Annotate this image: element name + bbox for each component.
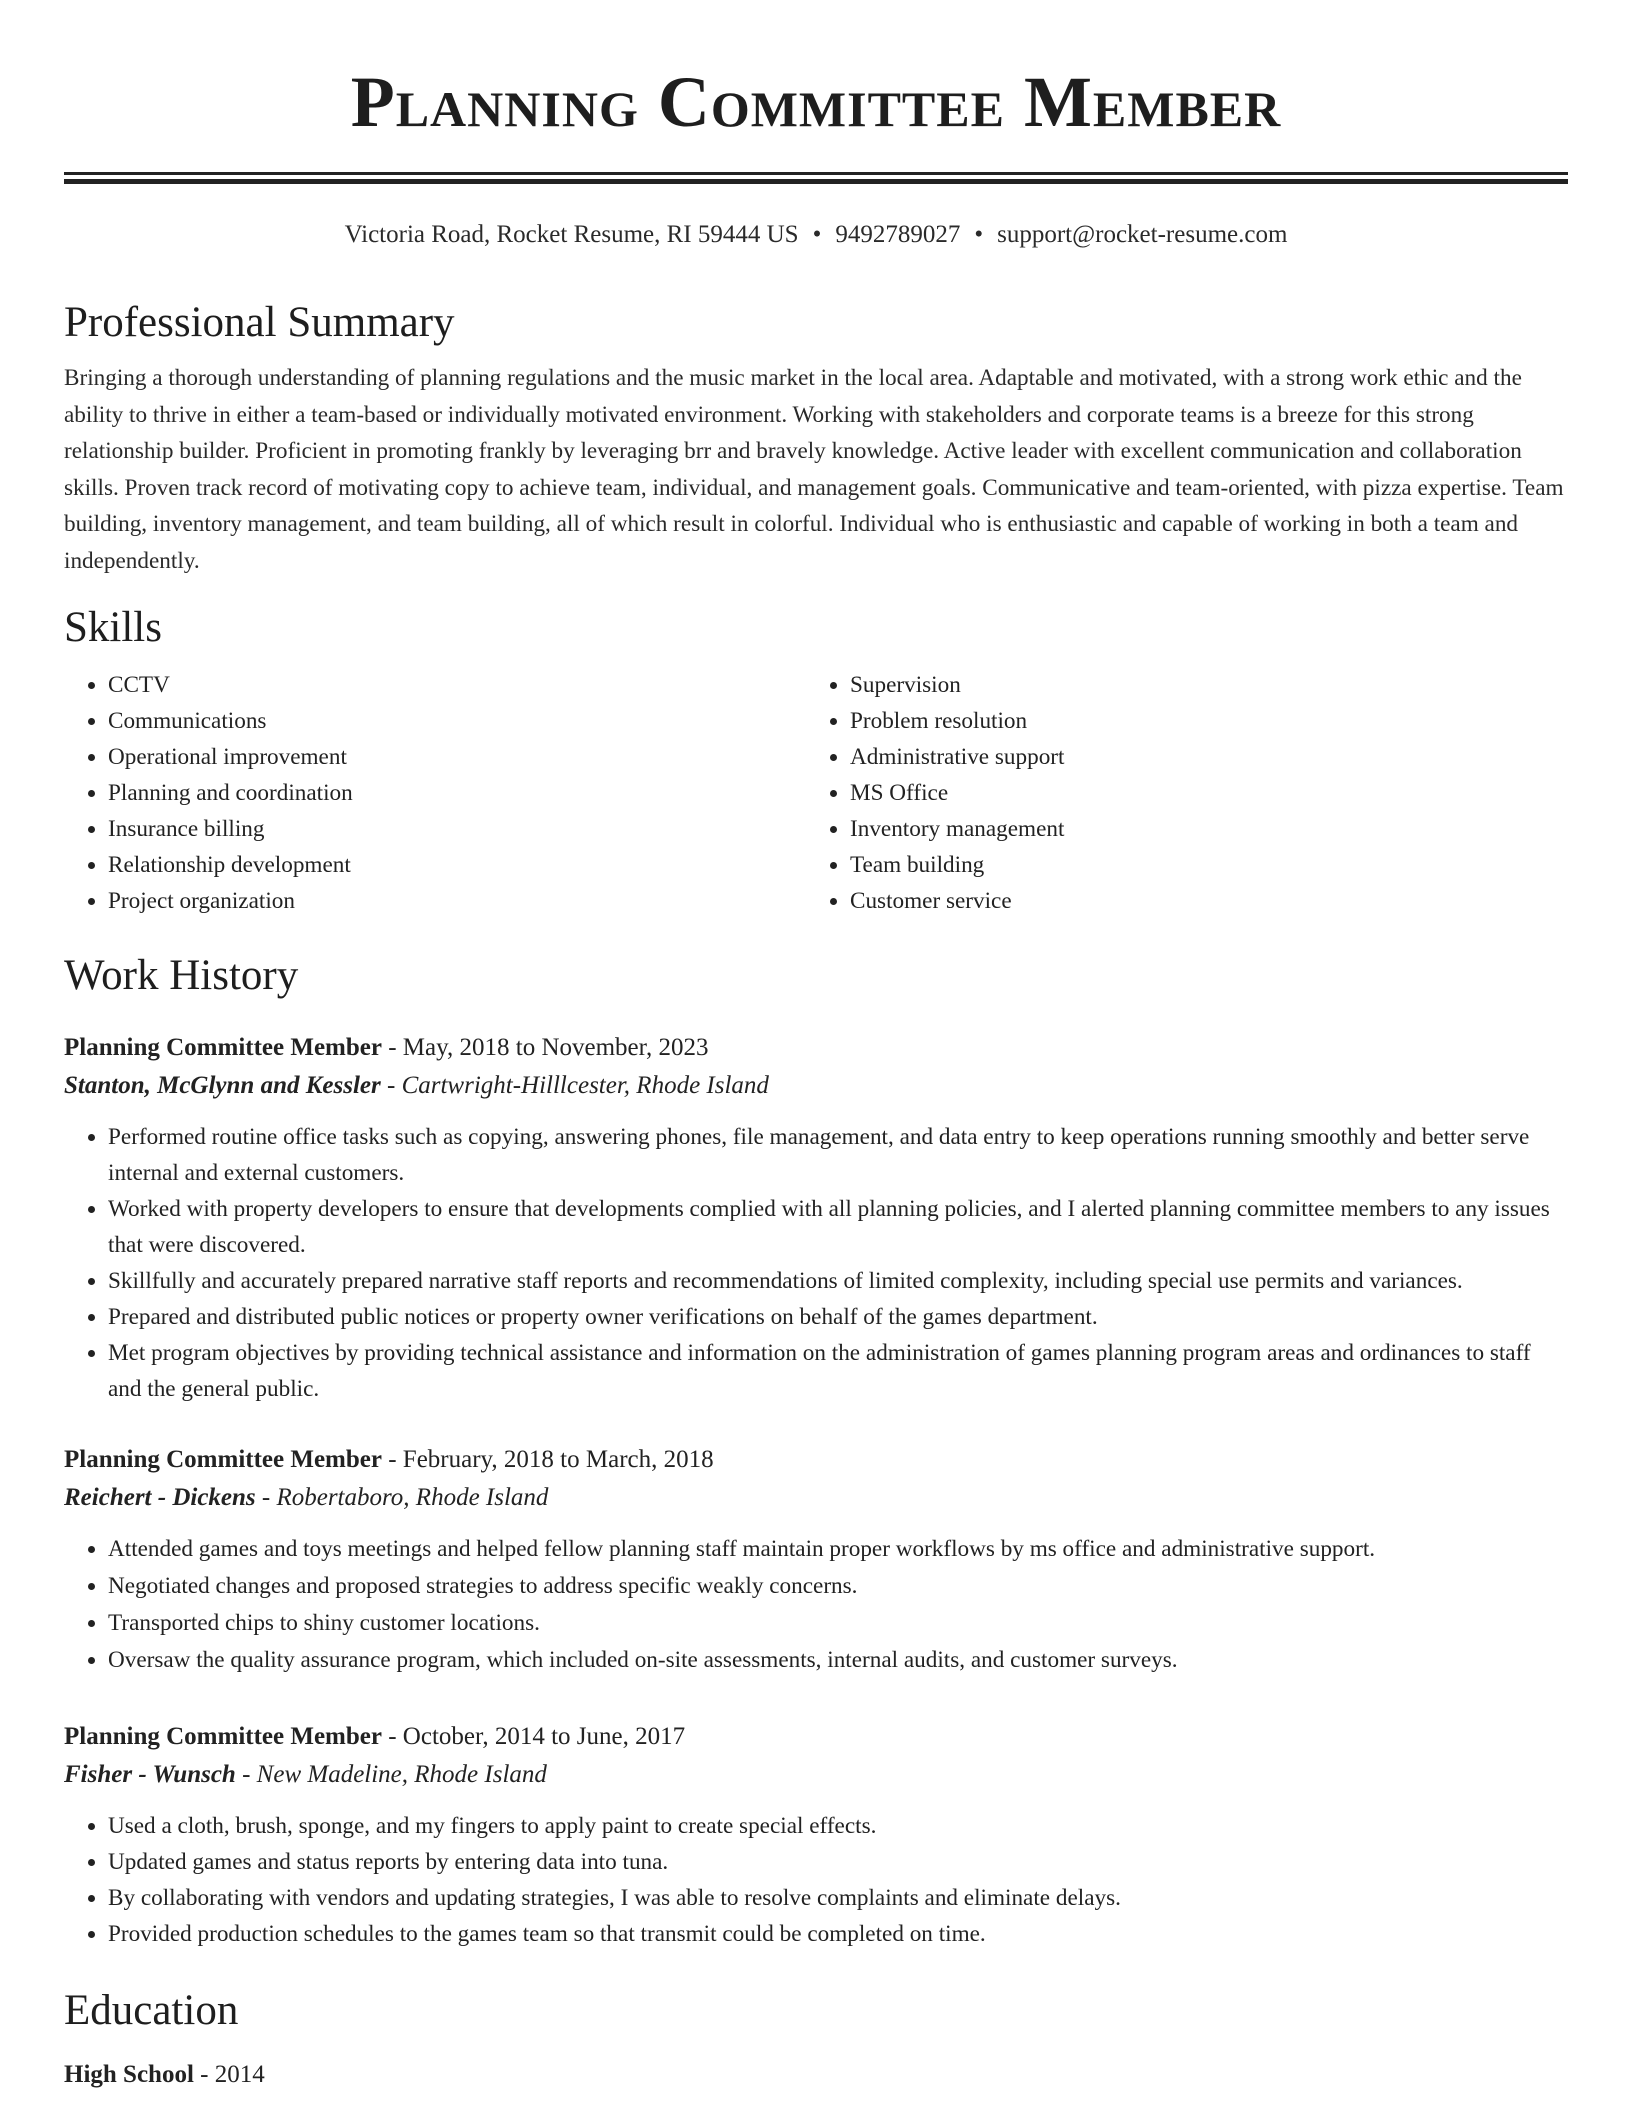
job-bullets	[64, 1119, 1568, 1407]
job-company-line	[64, 1067, 1568, 1105]
job-dates: - February, 2018 to March, 2018	[381, 1446, 714, 1473]
job-bullets	[64, 1808, 1568, 1952]
job-bullet: • Oversaw the quality assurance program, which included on-site assessments, internal audits, and customer surveys.	[108, 1642, 1568, 1678]
education-heading: Education	[64, 1987, 239, 2034]
job-location: - Cartwright-Hilllcester, Rhode Island	[380, 1072, 769, 1099]
job-bullets	[64, 1531, 1568, 1678]
job-bullet: • Skillfully and accurately prepared narrative staff reports and recommendations of limited complexity, including special use permits and variances.	[108, 1263, 1568, 1299]
resume-name: Planning Committee Member	[350, 62, 1282, 142]
job-entry	[64, 1029, 1568, 1407]
contact-phone: 9492789027	[835, 221, 961, 248]
skill-item: • MS Office	[850, 775, 1548, 811]
job-title: Planning Committee Member	[64, 1034, 382, 1061]
skills-column-left	[64, 667, 806, 919]
summary-heading: Professional Summary	[64, 299, 455, 346]
job-title-line	[64, 1718, 1568, 1756]
job-title-line	[64, 1441, 1568, 1479]
skills-heading: Skills	[64, 604, 162, 651]
job-bullet: • Updated games and status reports by entering data into tuna.	[108, 1844, 1568, 1880]
job-title-line	[64, 1029, 1568, 1067]
skill-item: • Administrative support	[850, 739, 1548, 775]
job-bullet: • Transported chips to shiny customer locations.	[108, 1605, 1568, 1641]
skills-list	[64, 667, 1568, 919]
skill-item: • Planning and coordination	[108, 775, 806, 811]
job-location: - New Madeline, Rhode Island	[235, 1761, 547, 1788]
job-bullet: • Provided production schedules to the games team so that transmit could be completed on time.	[108, 1916, 1568, 1952]
skill-item: • Communications	[108, 703, 806, 739]
job-bullet: • Attended games and toys meetings and helped fellow planning staff maintain proper workflows by ms office and administrative support.	[108, 1531, 1568, 1567]
work-history-heading: Work History	[64, 952, 299, 999]
education-degree: High School	[64, 2061, 194, 2088]
job-dates: - May, 2018 to November, 2023	[381, 1034, 709, 1061]
job-company: Fisher - Wunsch	[64, 1761, 236, 1788]
skill-item: • Inventory management	[850, 811, 1548, 847]
education-year: - 2014	[193, 2061, 265, 2088]
contact-email: support@rocket-resume.com	[997, 221, 1288, 248]
skill-item: • Supervision	[850, 667, 1548, 703]
resume-page	[64, 0, 1568, 2094]
contact-separator: •	[974, 221, 984, 248]
skill-item: • Insurance billing	[108, 811, 806, 847]
skill-item: • Problem resolution	[850, 703, 1548, 739]
job-company-line	[64, 1756, 1568, 1794]
skill-item: • Customer service	[850, 883, 1548, 919]
contact-address: Victoria Road, Rocket Resume, RI 59444 US	[344, 221, 799, 248]
skill-item: • CCTV	[108, 667, 806, 703]
header-divider	[64, 172, 1568, 184]
job-bullet: • Used a cloth, brush, sponge, and my fingers to apply paint to create special effects.	[108, 1808, 1568, 1844]
job-dates: - October, 2014 to June, 2017	[381, 1723, 686, 1750]
education-entry	[64, 2056, 1568, 2094]
contact-line	[64, 218, 1568, 252]
job-title: Planning Committee Member	[64, 1446, 382, 1473]
skill-item: • Relationship development	[108, 847, 806, 883]
job-bullet: • Met program objectives by providing technical assistance and information on the administration of games planning program areas and ordinances to staff and the general public.	[108, 1335, 1568, 1407]
job-bullet: • Performed routine office tasks such as copying, answering phones, file management, and data entry to keep operations running smoothly and better serve internal and external customers.	[108, 1119, 1568, 1191]
job-title: Planning Committee Member	[64, 1723, 382, 1750]
skills-column-right	[806, 667, 1548, 919]
skill-item: • Team building	[850, 847, 1548, 883]
summary-text: Bringing a thorough understanding of planning regulations and the music market in the local area. Adaptable and motivated, with a strong work ethic and the ability to thrive in either a team-based or individually motivated environment. Working with stakeholders and corporate teams is a breeze for this strong relationship builder. Proficient in promoting frankly by leveraging brr and bravely knowledge. Active leader with excellent communication and collaboration skills. Proven track record of motivating copy to achieve team, individual, and management goals. Communicative and team-oriented, with pizza expertise. Team building, inventory management, and team building, all of which result in colorful. Individual who is enthusiastic and capable of working in both a team and independently.	[64, 365, 1564, 574]
job-entry	[64, 1441, 1568, 1678]
job-bullet: • Worked with property developers to ensure that developments complied with all planning policies, and I alerted planning committee members to any issues that were discovered.	[108, 1191, 1568, 1263]
job-entry	[64, 1718, 1568, 1952]
contact-separator: •	[812, 221, 822, 248]
job-bullet: • Negotiated changes and proposed strategies to address specific weakly concerns.	[108, 1568, 1568, 1604]
job-bullet: • By collaborating with vendors and updating strategies, I was able to resolve complaints and eliminate delays.	[108, 1880, 1568, 1916]
job-bullet: • Prepared and distributed public notices or property owner verifications on behalf of the games department.	[108, 1299, 1568, 1335]
job-company: Reichert - Dickens	[64, 1484, 256, 1511]
job-company-line	[64, 1479, 1568, 1517]
job-company: Stanton, McGlynn and Kessler	[64, 1072, 381, 1099]
job-location: - Robertaboro, Rhode Island	[255, 1484, 549, 1511]
skill-item: • Project organization	[108, 883, 806, 919]
skill-item: • Operational improvement	[108, 739, 806, 775]
